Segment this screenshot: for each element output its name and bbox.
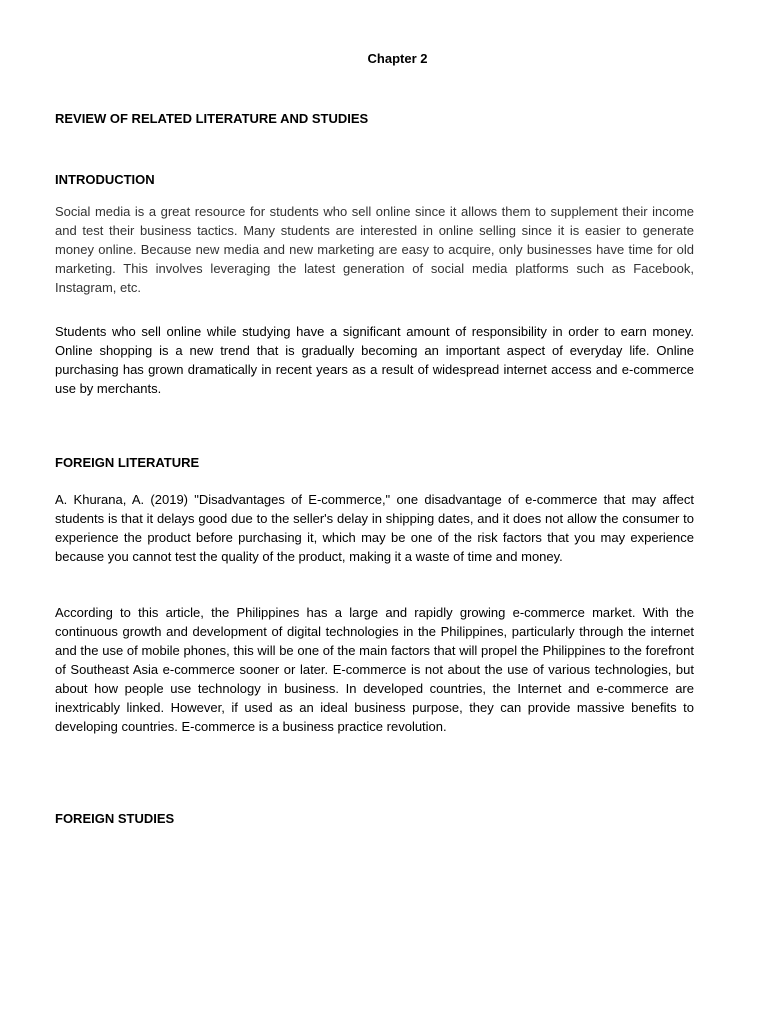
- introduction-paragraph-2: Students who sell online while studying have a significant amount of responsibility in order to earn money. Online shopping is a new trend that is gradually becoming an important aspect of everyday life. Online purchasing has grown dramatically in recent years as a result of widespread internet access and e-commerce use by merchants.: [55, 324, 694, 396]
- foreign-studies-heading: FOREIGN STUDIES: [55, 811, 175, 826]
- introduction-paragraph-1: Social media is a great resource for students who sell online since it allows them to supplement their income and test their business tactics. Many students are interested in online selling since it is easier to generate money online. Because new media and new marketing are easy to acquire, only businesses have time for old marketing. This involves leveraging the latest generation of social media platforms such as Facebook, Instagram, etc.: [55, 204, 694, 295]
- chapter-label: Chapter 2: [367, 51, 428, 66]
- foreign-literature-paragraph-2: According to this article, the Philippines has a large and rapidly growing e-commerce market. With the continuous growth and development of digital technologies in the Philippines, particularly through the internet and the use of mobile phones, this will be one of the main factors that will propel the Philippines to the forefront of Southeast Asia e-commerce sooner or later. E-commerce is not about the use of various technologies, but about how people use technology in business. In developed countries, the Internet and e-commerce are inextricably linked. However, if used as an ideal business purpose, they can provide massive benefits to developing countries. E-commerce is a business practice revolution.: [55, 605, 694, 734]
- introduction-heading: INTRODUCTION: [55, 172, 155, 187]
- foreign-literature-paragraph-1: A. Khurana, A. (2019) "Disadvantages of E-commerce," one disadvantage of e-commerce that may affect students is that it delays good due to the seller's delay in shipping dates, and it does not allow the consumer to experience the product before purchasing it, which may be one of the risk factors that you may experience because you cannot test the quality of the product, making it a waste of time and money.: [55, 492, 694, 564]
- section-title: REVIEW OF RELATED LITERATURE AND STUDIES: [55, 111, 369, 126]
- foreign-literature-heading: FOREIGN LITERATURE: [55, 455, 200, 470]
